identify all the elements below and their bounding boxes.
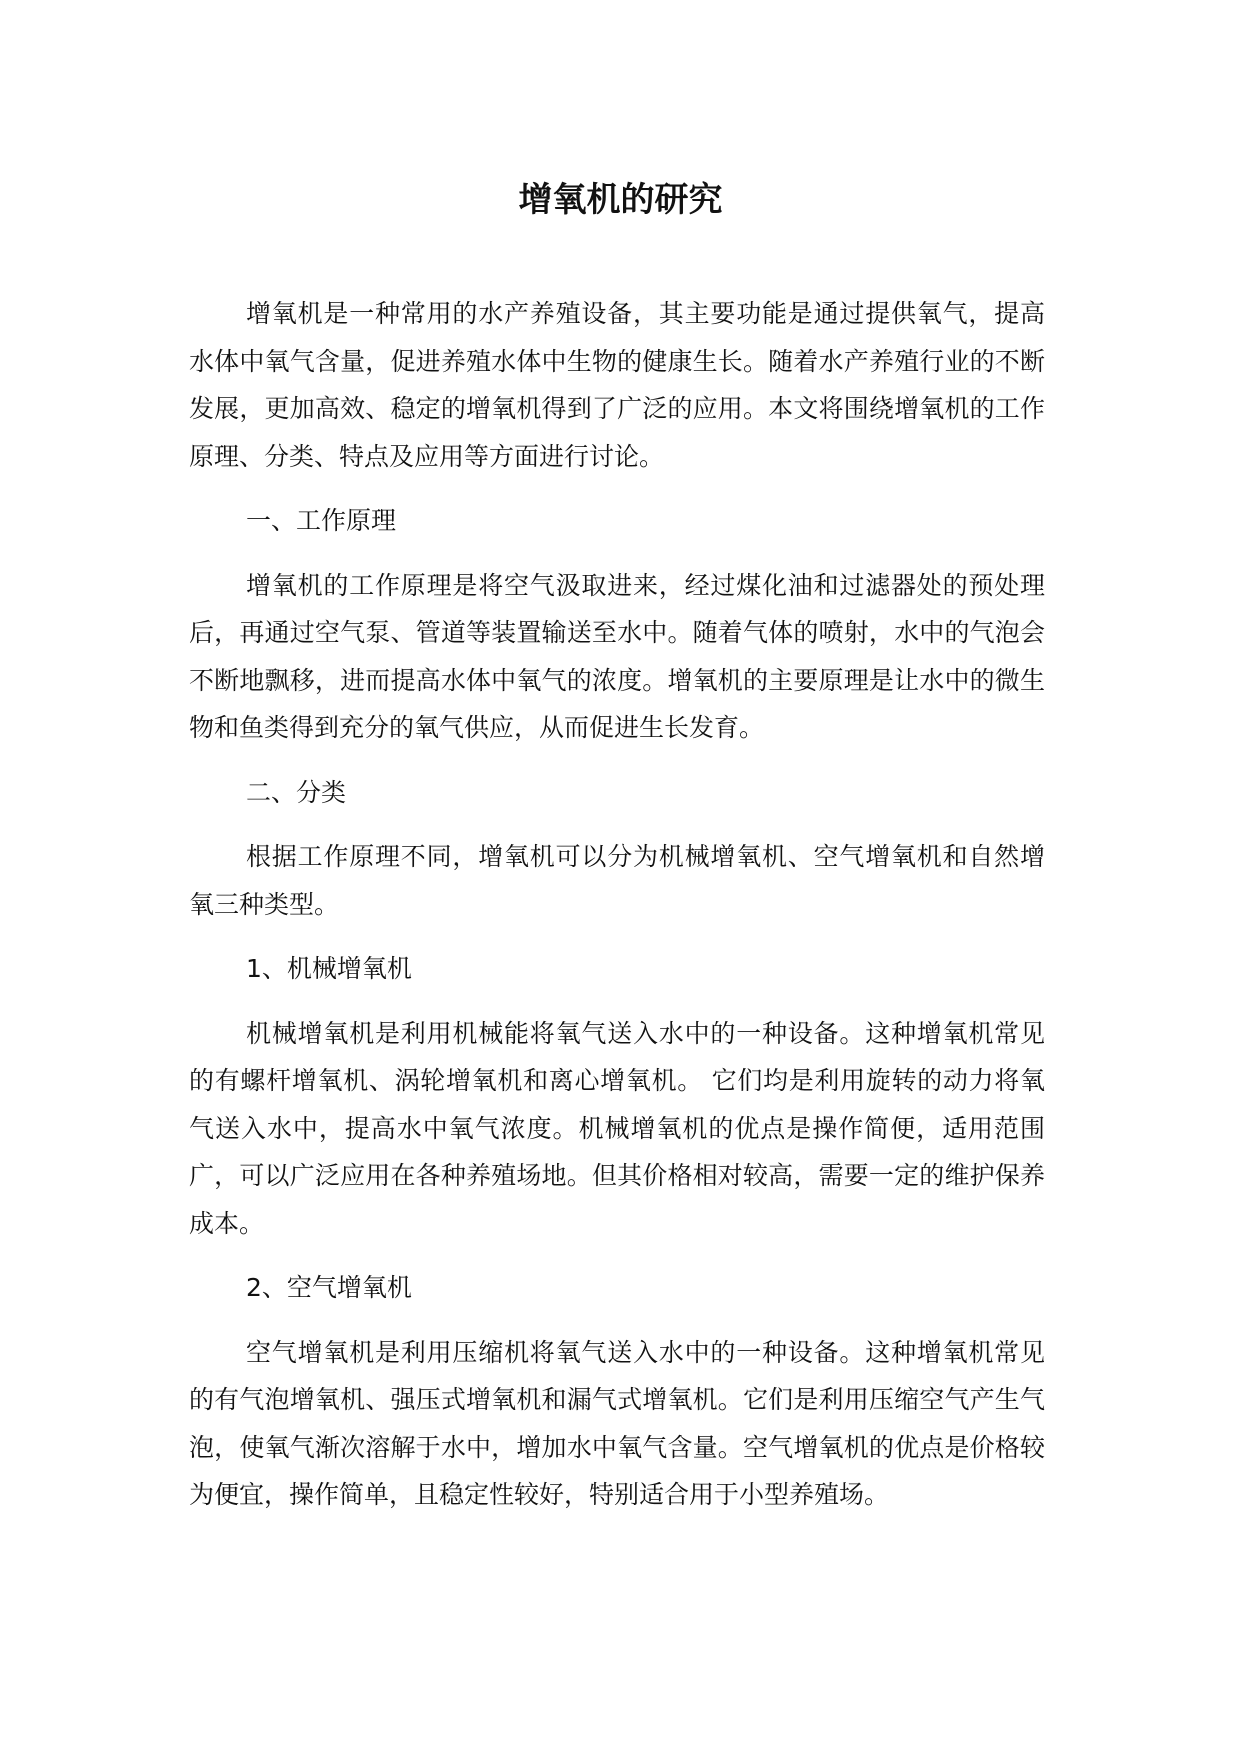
working-principle-paragraph: 增氧机的工作原理是将空气汲取进来，经过煤化油和过滤器处的预处理后，再通过空气泵、管道等装置输送至水中。随着气体的喷射，水中的气泡会不断地飘移，进而提高水体中氧气的浓度。增氧机的主要原理是让水中的微生物和鱼类得到充分的氧气供应，从而促进生长发育。 [189, 570, 1045, 742]
section-heading-classification: 二、分类 [246, 777, 347, 807]
subsection-heading-mechanical: 1、机械增氧机 [246, 954, 412, 983]
document-title: 增氧机的研究 [518, 180, 723, 220]
mechanical-paragraph: 机械增氧机是利用机械能将氧气送入水中的一种设备。这种增氧机常见的有螺杆增氧机、涡轮增氧机和离心增氧机。 它们均是利用旋转的动力将氧气送入水中，提高水中氧气浓度。机械增氧机的优点是操作简便，适用范围广，可以广泛应用在各种养殖场地。但其价格相对较高，需要一定的维护保养成本。 [189, 1018, 1045, 1238]
classification-paragraph: 根据工作原理不同，增氧机可以分为机械增氧机、空气增氧机和自然增氧三种类型。 [189, 842, 1045, 919]
subsection-heading-air: 2、空气增氧机 [246, 1273, 412, 1302]
intro-paragraph: 增氧机是一种常用的水产养殖设备，其主要功能是通过提供氧气，提高水体中氧气含量，促进养殖水体中生物的健康生长。随着水产养殖行业的不断发展，更加高效、稳定的增氧机得到了广泛的应用。本文将围绕增氧机的工作原理、分类、特点及应用等方面进行讨论。 [189, 299, 1045, 471]
document-body [189, 290, 1045, 1536]
section-heading-working-principle: 一、工作原理 [246, 506, 397, 535]
air-paragraph: 空气增氧机是利用压缩机将氧气送入水中的一种设备。这种增氧机常见的有气泡增氧机、强压式增氧机和漏气式增氧机。它们是利用压缩空气产生气泡，使氧气渐次溶解于水中，增加水中氧气含量。空气增氧机的优点是价格较为便宜，操作简单，且稳定性较好，特别适合用于小型养殖场。 [189, 1337, 1045, 1509]
